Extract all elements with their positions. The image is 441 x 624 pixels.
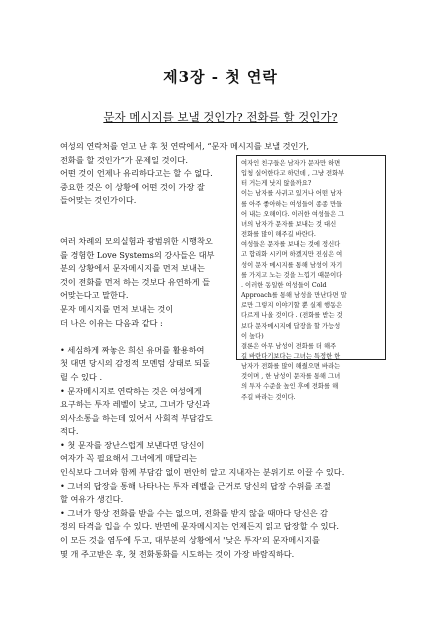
body-line: 릴 수 있다 . bbox=[60, 371, 103, 382]
body-line: 더 나은 이유는 다음과 같다 : bbox=[60, 317, 163, 328]
sidebox-line: 이는 남자를 사귀고 있거나 어떤 남자 bbox=[241, 190, 343, 198]
body-line: 할 여유가 생긴다. bbox=[60, 494, 124, 505]
body-line: 적다. bbox=[60, 426, 79, 437]
body-line: 몇 개 주고받은 후, 첫 전화통화를 시도하는 것이 가장 바람직하다. bbox=[60, 548, 295, 559]
body-line: 요구하는 투자 레벨이 낮고, 그녀가 당신과 bbox=[60, 399, 211, 410]
sidebox-line: 터 거는게 낫지 않을까요? bbox=[241, 180, 312, 188]
body-line: 인식보다 그녀와 함께 부담감 없이 편안히 알고 지내자는 분위기로 이끌 수 있다. bbox=[60, 467, 345, 477]
body-line: 중요한 것은 이 상황에 어떤 것이 가장 잘 bbox=[60, 181, 205, 192]
chapter-title: 제3장 - 첫 연락 bbox=[163, 68, 278, 86]
bullet-line: • 세심하게 짜놓은 희신 유머를 활용하여 bbox=[60, 344, 205, 355]
body-line: 첫 대면 당시의 감정적 모멘텀 상태로 되돌 bbox=[60, 358, 211, 369]
sidebox-line: 결론은 아무 남성이 전화를 더 해주 bbox=[241, 342, 337, 350]
sidebox-line: 여자인 친구들은 남자가 문자만 하면 bbox=[241, 160, 341, 167]
sidebox-line: 여성들은 문자를 보내는 것에 정신다 bbox=[241, 241, 341, 249]
sidebox-line: 길 바란다기보다는 그녀는 특정한 한 bbox=[241, 352, 341, 360]
sidebar-qa-box bbox=[236, 155, 386, 401]
sidebox-line: 녀의 남자가 문자를 보내는 것 대신 bbox=[241, 220, 337, 228]
bullet-line: • 그녀가 항상 전화를 받을 수는 없으며, 전화를 받지 않을 때마다 당신은 감 bbox=[60, 507, 329, 518]
body-line: 문자 메시지를 먼저 보내는 것이 bbox=[60, 303, 174, 314]
sidebox-line: 다르게 나올 것이다 . (전화를 받는 것 bbox=[241, 312, 343, 320]
sidebox-line: 어 내는 오해이다. 이러한 여성들은 그 bbox=[241, 210, 345, 218]
sidebox-line: . 이러한 동일한 여성들이 Cold bbox=[241, 281, 327, 289]
bullet-line: • 문자메시지로 연락하는 것은 여성에게 bbox=[60, 385, 202, 396]
bullet-line: • 첫 문자를 장난스럽게 보낸다면 당신이 bbox=[60, 439, 205, 450]
sidebox-line: 이 높다) bbox=[241, 332, 264, 340]
sidebox-line: 보다 문자메시지에 답장을 할 가능성 bbox=[241, 322, 341, 330]
sidebox-line: 의 투자 수준을 높인 후에 전화를 해 bbox=[241, 383, 339, 391]
sidebox-line: 로만 그렇지 이야기할 뿐 실제 행동은 bbox=[241, 302, 343, 310]
sidebox-line: 주길 바라는 것이다. bbox=[241, 393, 296, 401]
body-line: 이 모든 것을 염두에 두고, 대부분의 상황에서 '낮은 투자'의 문자메시지를 bbox=[60, 534, 320, 545]
section-subtitle: 문자 메시지를 보낼 것인가? 전화를 할 것인가? bbox=[103, 110, 338, 124]
body-line bbox=[60, 208, 224, 222]
body-line: 를 경험한 Love Systems의 강사들은 대부 bbox=[60, 249, 215, 260]
body-line: 어맞는다고 말한다. bbox=[60, 290, 129, 301]
body-line: 것이 전화를 먼저 하는 것보다 유연하게 들 bbox=[60, 276, 211, 287]
body-line bbox=[60, 221, 224, 235]
sidebox-line: 를 아주 좋아하는 여성들이 종종 만들 bbox=[241, 200, 343, 208]
body-line: 여자가 꼭 필요해서 그녀에게 매달리는 bbox=[60, 453, 197, 464]
sidebox-line: 입청 실어한다고 하던데 , 그냥 전화부 bbox=[241, 170, 345, 178]
sidebox-line: Approach를 통해 남성을 만난다면 말 bbox=[241, 292, 347, 300]
body-line: 분의 상황에서 문자메시지를 먼저 보내는 bbox=[60, 263, 205, 274]
sidebox-line: 성이 문자 메시지를 통해 남성이 자기 bbox=[241, 261, 343, 269]
intro-line: 전화를 할 것인가”가 문제일 것이다. bbox=[60, 154, 188, 165]
sidebox-line: 를 가지고 노는 것을 느낍기 때문이다 bbox=[241, 271, 343, 279]
full-width-text bbox=[60, 466, 390, 561]
body-line: 여러 차례의 모의실험과 광범위한 시행착오 bbox=[60, 235, 213, 246]
sidebox-line: 고 합리화 시키며 하겠지만 진심은 여 bbox=[241, 251, 343, 259]
body-line: 의사소통을 하는데 있어서 사회적 부담감도 bbox=[60, 412, 213, 423]
sidebox-line: 것이며 , 한 남성이 문자를 통해 그녀 bbox=[241, 373, 341, 381]
body-line: 어떤 것이 언제나 유리하다고는 할 수 없다. bbox=[60, 168, 213, 178]
sidebox-line: 전화를 많이 해주길 바란다. bbox=[241, 231, 316, 239]
body-line: 정의 타격을 입을 수 있다. 반면에 문자메시지는 언제든지 읽고 답장할 수 있다. bbox=[60, 521, 340, 532]
intro-line: 여성의 연락처를 얻고 난 후 첫 연락에서, “문자 메시지를 보낼 것인가, bbox=[60, 141, 309, 151]
left-column-text bbox=[60, 167, 224, 466]
sidebox-line: 남자가 전화를 많이 해줬으면 바라는 bbox=[241, 363, 341, 371]
bullet-line: • 그녀의 답장을 통해 나타나는 투자 레벨을 근거로 당신의 답장 수위를 조절 bbox=[60, 480, 331, 491]
body-line bbox=[60, 330, 224, 344]
body-line: 들어맞는 것인가이다. bbox=[60, 195, 137, 206]
